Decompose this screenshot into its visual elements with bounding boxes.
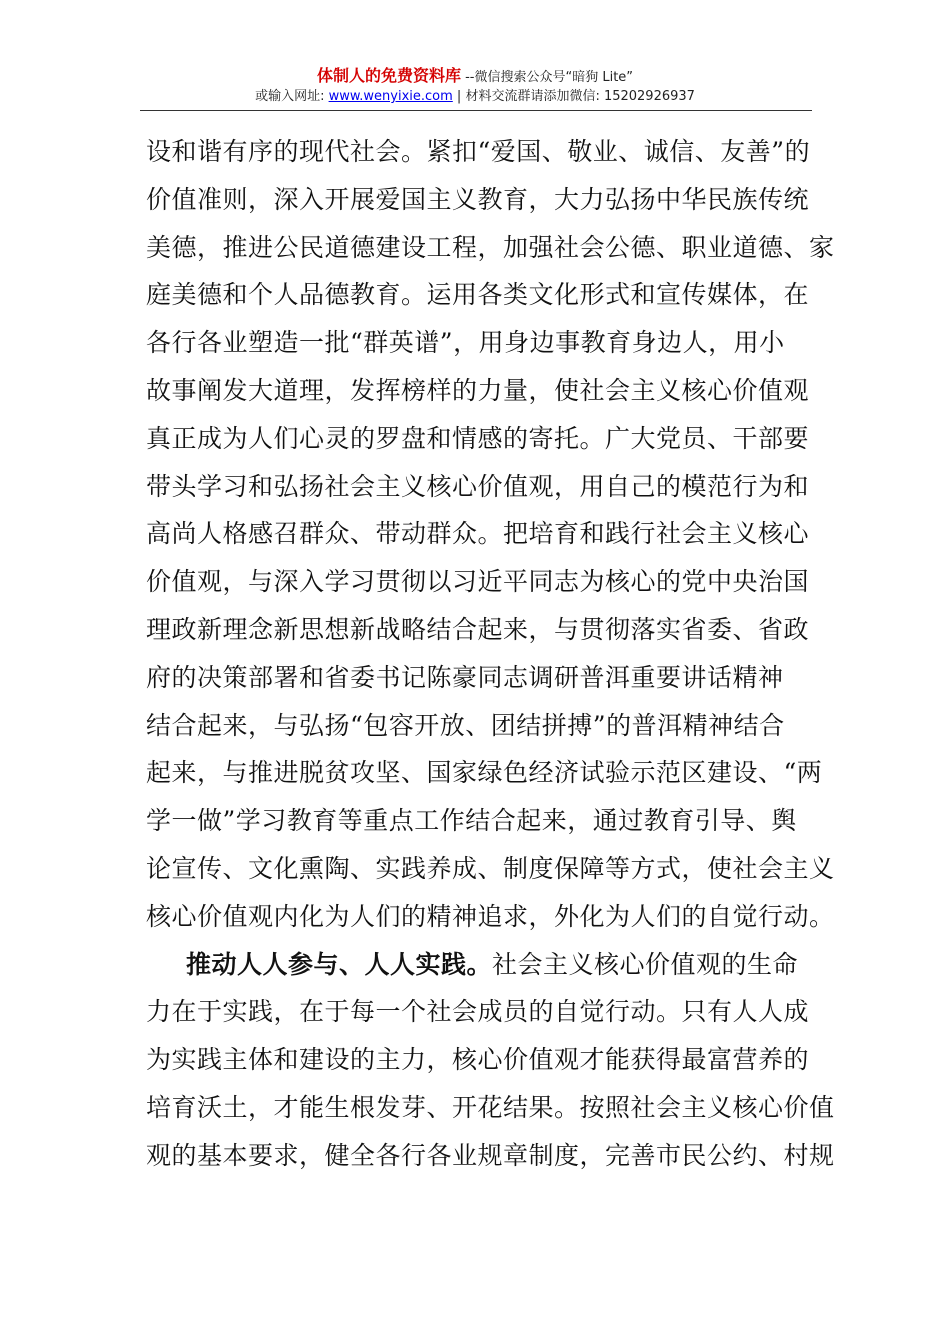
header-info-line: [140, 88, 810, 106]
paragraph-1: [146, 128, 835, 941]
text-line: 理政新理念新思想新战略结合起来，与贯彻落实省委、省政: [146, 614, 810, 644]
text-line: 庭美德和个人品德教育。运用各类文化形式和宣传媒体，在: [146, 280, 810, 310]
text-line: 美德，推进公民道德建设工程，加强社会公德、职业道德、家: [146, 232, 835, 262]
text-line: 培育沃土，才能生根发芽、开花结果。按照社会主义核心价值: [146, 1092, 835, 1122]
paragraph-2: [146, 941, 835, 1180]
text-line: 观的基本要求，健全各行各业规章制度，完善市民公约、村规: [146, 1140, 835, 1170]
paragraph-lead-heading: 推动人人参与、人人实践。: [186, 949, 493, 979]
text-line: 府的决策部署和省委书记陈豪同志调研普洱重要讲话精神: [146, 662, 784, 692]
text-line: 力在于实践，在于每一个社会成员的自觉行动。只有人人成: [146, 997, 810, 1027]
text-line: 价值准则，深入开展爱国主义教育，大力弘扬中华民族传统: [146, 184, 810, 214]
header-brand: 体制人的免费资料库: [316, 66, 461, 85]
text-line: 故事阐发大道理，发挥榜样的力量，使社会主义核心价值观: [146, 375, 810, 405]
header-url-prefix: 或输入网址:: [255, 89, 329, 104]
text-line: 高尚人格感召群众、带动群众。把培育和践行社会主义核心: [146, 519, 810, 549]
header-tagline: --微信搜索公众号“暗狗 Lite”: [460, 70, 634, 85]
text-line: 真正成为人们心灵的罗盘和情感的寄托。广大党员、干部要: [146, 423, 810, 453]
page-header: [140, 66, 810, 106]
text-line: 为实践主体和建设的主力，核心价值观才能获得最富营养的: [146, 1045, 810, 1075]
text-line: 起来，与推进脱贫攻坚、国家绿色经济试验示范区建设、“两: [146, 758, 823, 788]
text-line: 学一做”学习教育等重点工作结合起来，通过教育引导、舆: [146, 806, 797, 836]
text-line: 各行各业塑造一批“群英谱”，用身边事教育身边人，用小: [146, 328, 785, 358]
text-line-first: [146, 941, 810, 989]
text-line: 价值观，与深入学习贯彻以习近平同志为核心的党中央治国: [146, 567, 810, 597]
header-url-link[interactable]: www.wenyixie.com: [328, 89, 453, 104]
text-line: 设和谐有序的现代社会。紧扣“爱国、敬业、诚信、友善”的: [146, 137, 811, 166]
text-line: 结合起来，与弘扬“包容开放、团结拼搏”的普洱精神结合: [146, 710, 785, 740]
header-divider: [140, 110, 812, 111]
header-title-line: [140, 66, 810, 88]
text-line: 论宣传、文化熏陶、实践养成、制度保障等方式，使社会主义: [146, 853, 835, 883]
text-line: 带头学习和弘扬社会主义核心价值观，用自己的模范行为和: [146, 471, 810, 501]
first-line-rest: 社会主义核心价值观的生命: [492, 949, 799, 979]
header-contact: | 材料交流群请添加微信: 15202926937: [452, 89, 695, 104]
text-line: 核心价值观内化为人们的精神追求，外化为人们的自觉行动。: [146, 901, 835, 931]
document-body: [146, 128, 835, 1180]
